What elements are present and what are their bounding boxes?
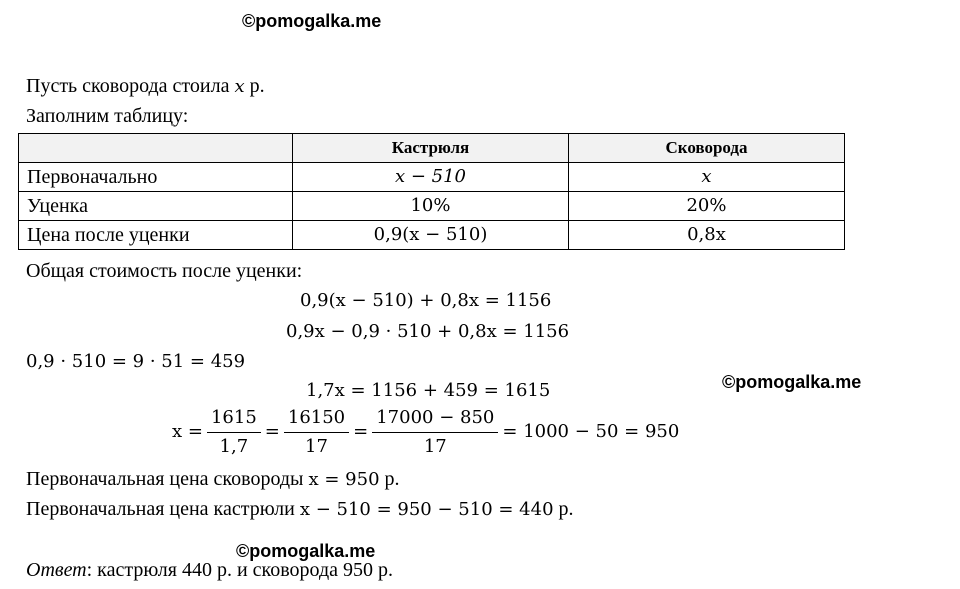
result-pan: [26, 467, 400, 492]
fraction-2: [284, 406, 349, 459]
table-header-row: [19, 134, 845, 163]
equation-1: 0,9(x − 510) + 0,8x = 1156: [300, 290, 552, 311]
equation-2: 0,9x − 0,9 · 510 + 0,8x = 1156: [286, 321, 570, 342]
fraction-3: [372, 406, 498, 459]
intro-suffix: р.: [244, 75, 265, 97]
fraction-eq-1: =: [264, 421, 280, 442]
watermark-right: ©pomogalka.me: [722, 372, 862, 392]
fraction-tail: = 1000 − 50 = 950: [502, 421, 680, 442]
intro-var: x: [234, 76, 245, 97]
table-row: [19, 192, 845, 221]
equation-4: 1,7x = 1156 + 459 = 1615: [306, 380, 551, 401]
fraction-2-num: 16150: [287, 406, 346, 428]
fill-table-label: Заполним таблицу:: [26, 105, 189, 127]
table-cell: 20%: [569, 192, 845, 221]
answer-label: Ответ: [26, 559, 87, 581]
intro-line: [26, 74, 265, 99]
fraction-3-num: 17000 − 850: [376, 406, 495, 428]
answer-line: [26, 558, 393, 582]
equation-3: 0,9 · 510 = 9 · 51 = 459: [26, 351, 246, 372]
result-pan-math: x = 950: [308, 469, 380, 490]
result-pot-math: x − 510 = 950 − 510 = 440: [299, 499, 554, 520]
result-pan-suffix: р.: [379, 468, 400, 490]
table-header-empty: [19, 134, 293, 163]
table-header-pan: Сковорода: [569, 134, 845, 163]
fraction-1-num: 1615: [210, 406, 257, 428]
fraction-equation: [172, 404, 679, 460]
result-pan-prefix: Первоначальная цена сковороды: [26, 468, 309, 490]
table-cell: 0,9(x − 510): [293, 221, 569, 250]
result-pot-prefix: Первоначальная цена кастрюли: [26, 498, 300, 520]
table-cell: 0,8x: [569, 221, 845, 250]
table-cell: x − 510: [293, 163, 569, 192]
watermark-bottom: ©pomogalka.me: [236, 541, 376, 561]
table-header-pot: Кастрюля: [293, 134, 569, 163]
table-cell: x: [569, 163, 845, 192]
fraction-lhs: x =: [172, 421, 203, 442]
fraction-eq-2: =: [353, 421, 369, 442]
table-row: [19, 163, 845, 192]
fraction-1-den: 1,7: [207, 432, 261, 459]
total-label: Общая стоимость после уценки:: [26, 260, 303, 282]
price-table: [18, 133, 845, 250]
fraction-1: [207, 406, 261, 459]
result-pot: [26, 497, 574, 522]
table-cell-label: Цена после уценки: [19, 221, 293, 250]
table-cell-label: Уценка: [19, 192, 293, 221]
watermark-top: ©pomogalka.me: [242, 11, 382, 31]
intro-prefix: Пусть сковорода стоила: [26, 75, 235, 97]
table-row: [19, 221, 845, 250]
fraction-2-den: 17: [284, 432, 349, 459]
answer-text: : кастрюля 440 р. и сковорода 950 р.: [86, 559, 394, 581]
table-cell: 10%: [293, 192, 569, 221]
table-cell-label: Первоначально: [19, 163, 293, 192]
fraction-3-den: 17: [372, 432, 498, 459]
result-pot-suffix: р.: [553, 498, 574, 520]
